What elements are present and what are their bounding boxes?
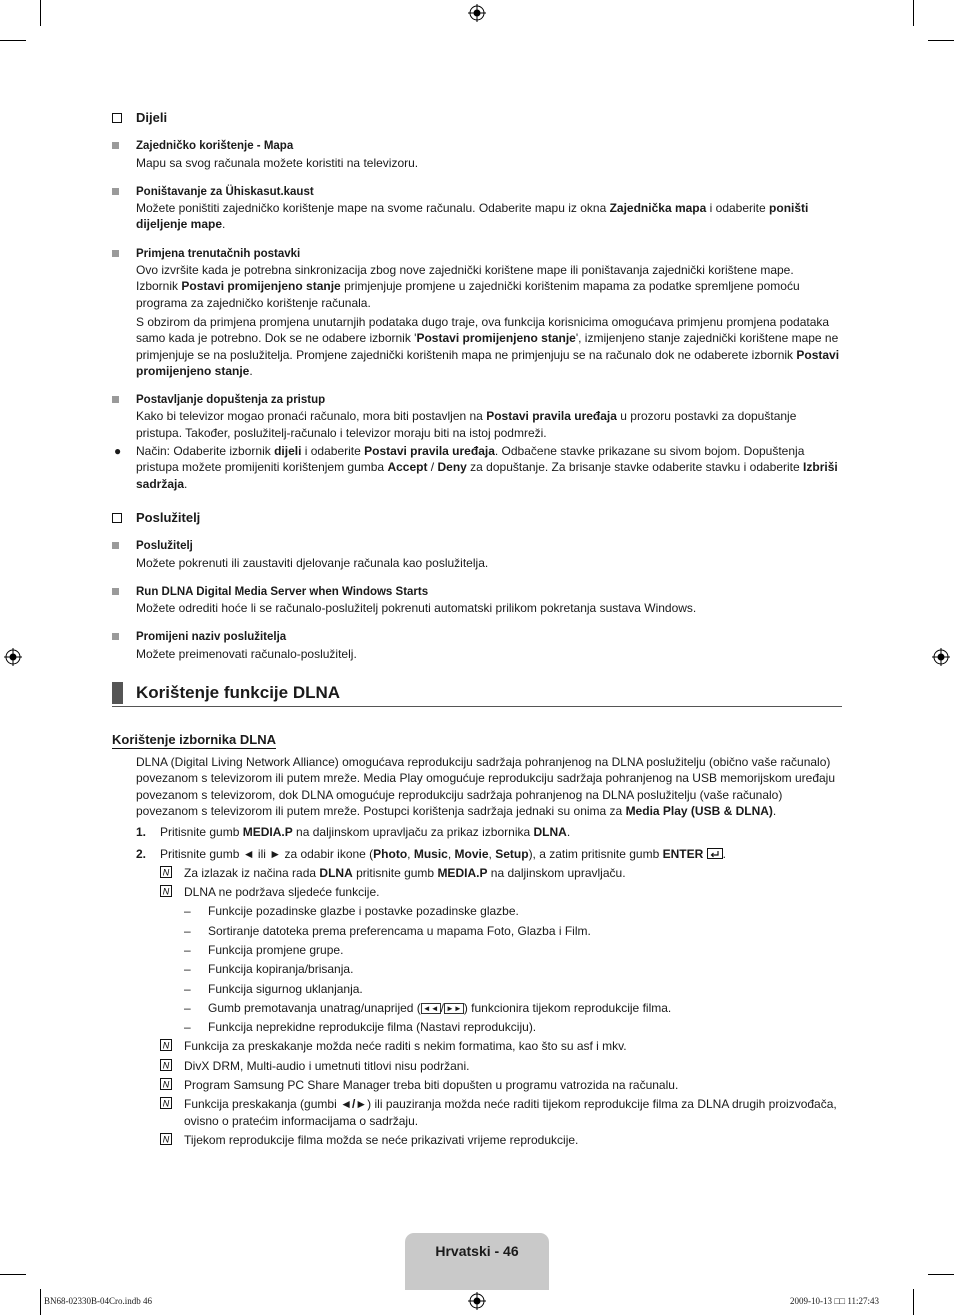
crop-mark [913, 1289, 914, 1315]
note-icon [160, 1097, 172, 1109]
item-title: Primjena trenutačnih postavki [136, 247, 301, 260]
note-item: N DivX DRM, Multi-audio i umetnuti titlovi nisu podržani. [112, 1058, 842, 1074]
item-text: Mapu sa svog računala možete koristiti na televizoru. [136, 155, 419, 170]
note-item: N Program Samsung PC Share Manager treba biti dopušten u programu vatrozida na računalu. [112, 1077, 842, 1093]
subheading: Korištenje izbornika DLNA [112, 732, 276, 748]
item-title: Poništavanje za Ühiskasut.kaust [136, 185, 314, 198]
intro-paragraph: DLNA (Digital Living Network Alliance) omogućava reprodukciju sadržaja pohranjenog na DLNA poslužitelju (obično vaše računalo) povezanom s televizorom ili putem mreže. Media Play omogućuje reprodukciju sadržaja pohranjenog na USB memorijskom uređaju povezanom s televizorom, dok DLNA omogućuje reprodukciju sadržaja pohranjenog na DLNA poslužitelju (vaše računalo) povezanom s televizorom ili putem mreže. Postupci korištenja sadržaja jednaki su onima za Media Play (USB & DLNA). [136, 755, 835, 818]
page-number-tab [405, 1233, 549, 1290]
item-text: Možete odrediti hoće li se računalo-poslužitelj pokrenuti automatski prilikom pokretanja sustava Windows. [136, 601, 697, 616]
dash-item: – Gumb premotavanja unatrag/unaprijed ( ◄◄ / ►► ) funkcionira tijekom reprodukcije filma. [184, 1000, 672, 1015]
registration-mark-icon [4, 648, 22, 666]
gray-square-bullet-icon [112, 250, 119, 257]
gray-square-bullet-icon [112, 542, 119, 549]
svg-text:N: N [162, 1098, 170, 1109]
gray-square-bullet-icon [112, 588, 119, 595]
gray-square-bullet-icon [112, 142, 119, 149]
step-number: 2. [136, 846, 147, 861]
crop-mark [913, 0, 914, 26]
registration-mark-icon [932, 648, 950, 666]
note-item: N Funkcija za preskakanje možda neće raditi s nekim formatima, kao što su asf i mkv. [112, 1038, 842, 1054]
list-item [112, 392, 842, 441]
bullet-dot-icon: ● [114, 444, 122, 459]
list-item [112, 538, 842, 571]
note-icon [160, 885, 172, 897]
crop-mark [928, 1274, 954, 1275]
item-text: Možete preimenovati računalo-poslužitelj. [136, 646, 357, 661]
enter-icon [707, 848, 723, 859]
gray-square-bullet-icon [112, 188, 119, 195]
svg-text:N: N [162, 1079, 170, 1090]
note-item: N Za izlazak iz načina rada DLNA pritisnite gumb MEDIA.P na daljinskom upravljaču. [112, 865, 842, 881]
document-body [112, 107, 842, 1148]
note-icon [160, 1133, 172, 1145]
crop-mark [40, 1289, 41, 1315]
dash-item: – Funkcija sigurnog uklanjanja. [184, 981, 363, 996]
step-number: 1. [136, 825, 147, 840]
gray-square-bullet-icon [112, 396, 119, 403]
subheading-wrap [112, 732, 842, 749]
crop-mark [0, 1274, 26, 1275]
note-item: N DLNA ne podržava sljedeće funkcije. [112, 884, 842, 900]
dash-item: – Funkcija neprekidne reprodukcije filma (Nastavi reprodukciju). [184, 1020, 537, 1035]
bullet-item [112, 443, 842, 492]
svg-text:N: N [162, 1060, 170, 1071]
svg-text:N: N [162, 1040, 170, 1051]
note-icon [160, 1059, 172, 1071]
item-text: Izbornik Postavi promijenjeno stanje primjenjuje promjene u zajednički korištenim mapama za podatke spremljene pomoću programa za zajedničko korištenje računala. [136, 279, 800, 310]
bullet-text: Način: Odaberite izbornik dijeli i odaberite Postavi pravila uređaja. Odbačene stavke prikazane su sivom bojom. Dopuštenja pristupa možete promijeniti korištenjem gumba Accept / Deny za dopuštanje. Za brisanje stavke odaberite stavku i odaberite Izbriši sadržaja. [136, 444, 838, 491]
fast-forward-icon: ►► [445, 1003, 462, 1013]
registration-mark-icon [468, 1292, 486, 1310]
list-item [112, 584, 842, 617]
item-title: Run DLNA Digital Media Server when Windows Starts [136, 585, 429, 598]
list-item [112, 138, 842, 171]
step-1: 1. Pritisnite gumb MEDIA.P na daljinskom upravljaču za prikaz izbornika DLNA. [136, 825, 571, 840]
checkbox-square-icon [112, 113, 122, 123]
item-title: Promijeni naziv poslužitelja [136, 631, 287, 644]
page-number: Hrvatski - 46 [435, 1243, 519, 1259]
item-text: S obzirom da primjena promjena unutarnjih podataka dugo traje, ova funkcija korisnicima omogućava primjenu promjena podataka samo kada je potrebno. Dok se ne odabere izbornik 'Postavi promijenjeno stanje', izmijenjeno stanje zajednički korištene mape ne primjenjuje se na poslužitelja. Promjene zajednički korištenih mapa ne primjenjuju se na računalo dok ne odaberete izbornik Postavi promijenjeno stanje. [136, 314, 840, 378]
checkbox-square-icon [112, 513, 122, 523]
crop-mark [40, 0, 41, 26]
section-heading-posluzitelj: Poslužitelj [112, 510, 842, 526]
crop-mark [928, 40, 954, 41]
item-title: Zajedničko korištenje - Mapa [136, 140, 294, 153]
svg-text:N: N [162, 886, 170, 897]
item-text: Možete poništiti zajedničko korištenje mape na svome računalu. Odaberite mapu iz okna Zajednička mapa i odaberite poništi dijeljenje mape. [136, 201, 809, 232]
print-info-right: 2009-10-13 □□ 11:27:43 [790, 1296, 880, 1306]
step-2: 2. Pritisnite gumb ◄ ili ► za odabir ikone (Photo, Music, Movie, Setup), a zatim pritisnite gumb ENTER . [136, 846, 726, 861]
item-text: Kako bi televizor mogao pronaći računalo, mora biti postavljen na Postavi pravila uređaja u prozoru postavki za dopuštanje pristupa. Također, poslužitelj-računalo i televizor moraju biti na istoj podmreži. [136, 409, 797, 440]
svg-text:N: N [162, 867, 170, 878]
list-item [112, 184, 842, 233]
list-item [112, 629, 842, 662]
gray-square-bullet-icon [112, 633, 119, 640]
heading-bar-icon [112, 682, 123, 704]
print-info-left: BN68-02330B-04Cro.indb 46 [44, 1296, 152, 1306]
item-title: Poslužitelj [136, 540, 193, 553]
list-item [112, 246, 842, 379]
dash-item: – Funkcija kopiranja/brisanja. [184, 962, 354, 977]
section-heading-dijeli: Dijeli [112, 110, 842, 126]
note-item: N Tijekom reprodukcije filma možda se neće prikazivati vrijeme reprodukcije. [112, 1132, 842, 1148]
note-icon [160, 866, 172, 878]
registration-mark-icon [468, 4, 486, 22]
note-icon [160, 1078, 172, 1090]
note-icon [160, 1039, 172, 1051]
dash-item: – Sortiranje datoteka prema preferencama u mapama Foto, Glazba i Film. [184, 923, 591, 938]
rewind-icon: ◄◄ [422, 1003, 439, 1013]
svg-text:N: N [162, 1134, 170, 1145]
item-text: Možete pokrenuti ili zaustaviti djelovanje računala kao poslužitelja. [136, 555, 489, 570]
dash-item: – Funkcije pozadinske glazbe i postavke pozadinske glazbe. [184, 904, 519, 919]
item-title: Postavljanje dopuštenja za pristup [136, 394, 326, 407]
item-text: Ovo izvršite kada je potrebna sinkronizacija zbog nove zajednički korištene mape ili poništavanja zajednički korištene mape. [136, 263, 794, 278]
dash-item: – Funkcija promjene grupe. [184, 942, 344, 957]
crop-mark [0, 40, 26, 41]
note-item: N Funkcija preskakanja (gumbi ◄/►) ili pauziranja možda neće raditi tijekom reprodukcije filma za DLNA drugih proizvođača, ovisno o pratećim informacijama o sadržaju. [112, 1096, 842, 1129]
section-heading-dlna: Korištenje funkcije DLNA [112, 682, 842, 707]
